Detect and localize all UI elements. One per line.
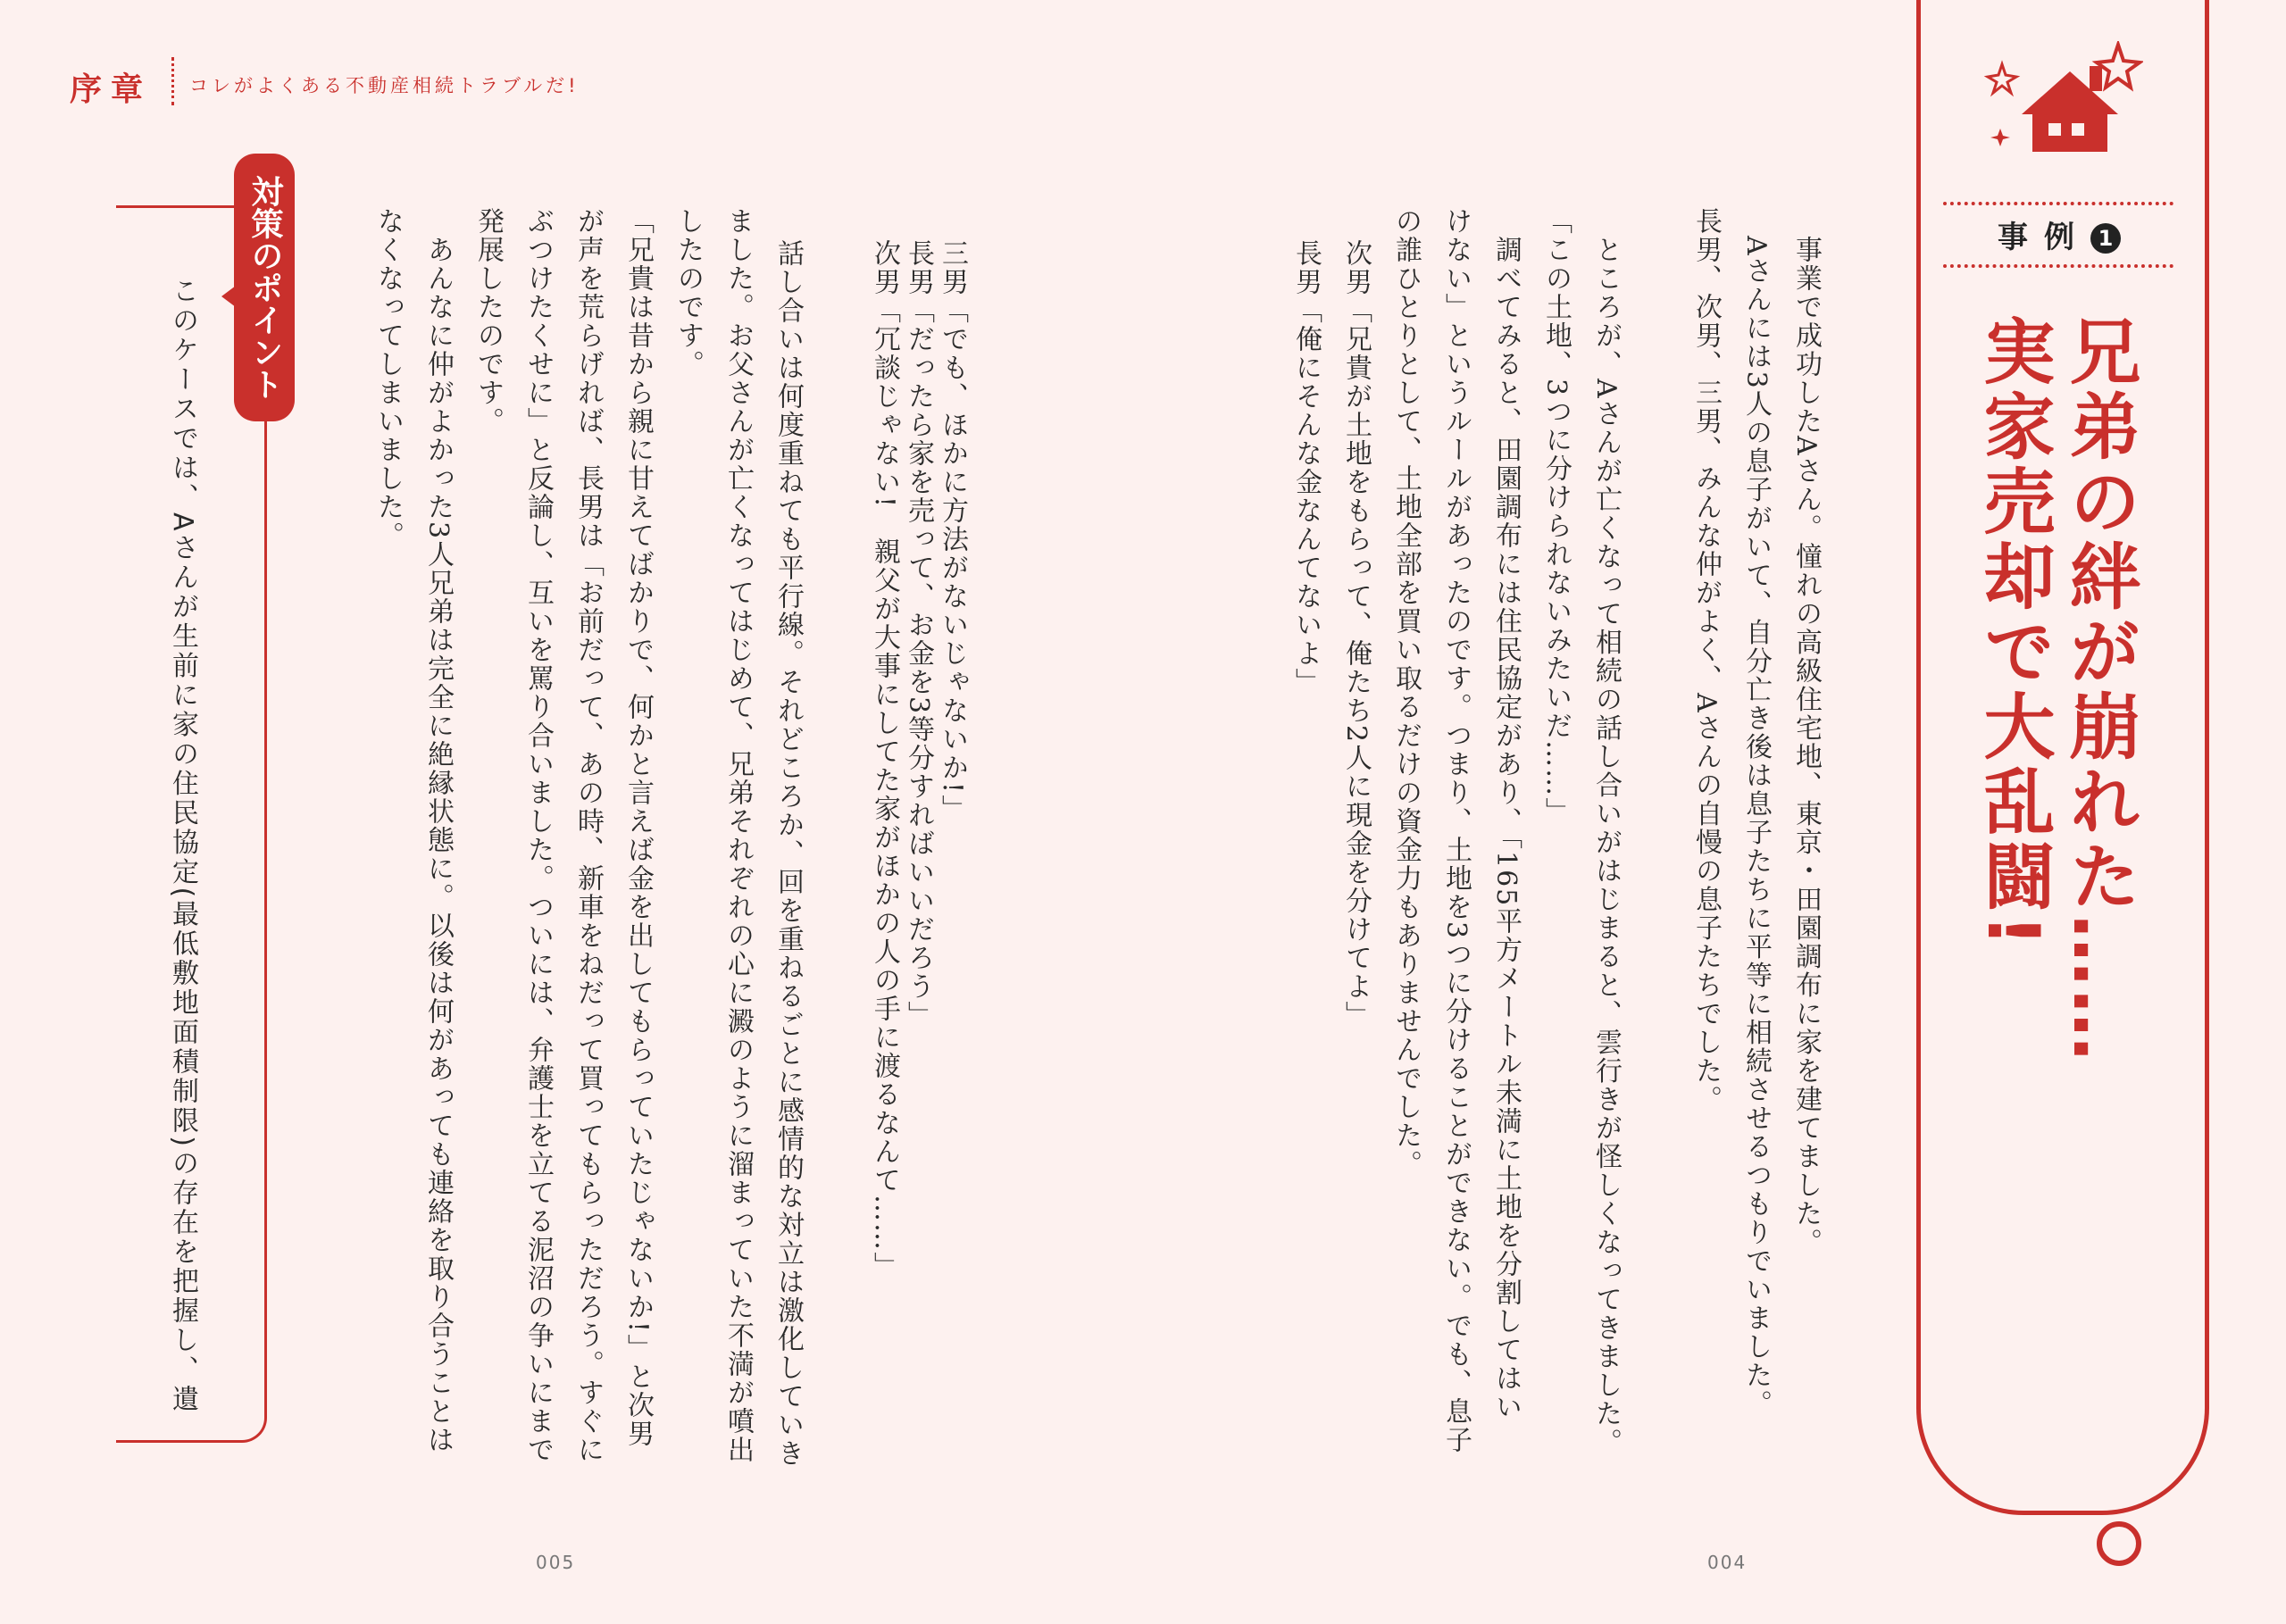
body-column: けない」というルールがあったのです。つまり、土地を3つに分けることができない。でも、息子 [1440,207,1472,1455]
body-column: の誰ひとりとして、土地全部を買い取るだけの資金力もありませんでした。 [1390,207,1422,1178]
body-column: 長男、次男、三男、みんな仲がよく、Aさんの自慢の息子たちでした。 [1690,207,1722,1114]
body-column: 長男「俺にそんな金なんてないよ」 [1290,239,1322,696]
body-column: ぶつけたくせに」と反論し、互いを罵り合いました。ついには、弁護士を立てる泥沼の争いにまで [522,207,554,1464]
banner-dotted-line [1943,202,2173,205]
point-tab-notch [221,286,236,307]
chapter-divider [171,57,174,105]
body-column: 調べてみると、田園調布には住民協定があり、「165平方メートル未満に土地を分割してはい [1490,207,1522,1422]
body-column: したのです。 [672,207,704,379]
body-column: 発展したのです。 [472,207,504,436]
body-column: ところが、Aさんが亡くなって相続の話し合いがはじまると、雲行きが怪しくなってきました。 [1590,207,1622,1457]
chapter-label: 序章 [70,71,153,108]
folio-left: 005 [536,1552,576,1573]
point-text: このケースでは、Aさんが生前に家の住民協定(最低敷地面積制限)の存在を把握し、遺 [167,277,198,1414]
body-column: が声を荒らげれば、長男は「お前だって、あの時、新車をねだって買ってもらっただろう。すぐに [572,207,604,1464]
body-column: 事業で成功したAさん。憧れの高級住宅地、東京・田園調布に家を建てました。 [1790,207,1822,1257]
case-label-text: 事例 [1998,220,2090,255]
body-column: ました。お父さんが亡くなってはじめて、兄弟それぞれの心に澱のように溜まっていた不満が噴出 [722,207,754,1464]
chapter-subtitle: コレがよくある不動産相続トラブルだ! [189,75,580,96]
body-column: 話し合いは何度重ねても平行線。それどころか、回を重ねるごとに感情的な対立は激化していき [772,239,804,1468]
body-column: 「兄貴は昔から親に甘えてばかりで、何かと言えば金を出してもらっていたじゃないか!」と次男 [622,207,654,1449]
banner-tail-ring [2097,1521,2141,1566]
point-box-top-line [116,205,232,208]
body-column: 次男「兄貴が土地をもらって、俺たち2人に現金を分けてよ」 [1340,239,1372,1030]
house-with-stars-icon [1982,41,2143,166]
point-tab-label: 対策のポイント [246,175,283,400]
folio-right: 004 [1707,1552,1748,1573]
body-column: なくなってしまいました。 [372,207,404,550]
banner-dotted-line [1943,264,2173,268]
case-number-badge: 1 [2090,223,2121,254]
body-column: あんなに仲がよかった3人兄弟は完全に絶縁状態に。以後は何があっても連絡を取り合うことは [422,207,454,1455]
case-label [1945,212,2173,256]
body-column: Aさんには3人の息子がいて、自分亡き後は息子たちに平等に相続させるつもりでいました。 [1740,207,1772,1419]
dialog-line-2: 長男「だったら家を売って、お金を3等分すればいいだろう」 [903,239,934,1030]
dialog-line-1: 三男「でも、ほかに方法がないじゃないか!」 [937,239,968,824]
case-title: 兄弟の絆が崩れた…… 実家売却で大乱闘! [1972,314,2140,1064]
dialog-line-3: 次男「冗談じゃない! 親父が大事にしてた家がほかの人の手に渡るなんて……」 [869,239,900,1281]
body-column: 「この土地、3つに分けられないみたいだ……」 [1540,207,1572,827]
